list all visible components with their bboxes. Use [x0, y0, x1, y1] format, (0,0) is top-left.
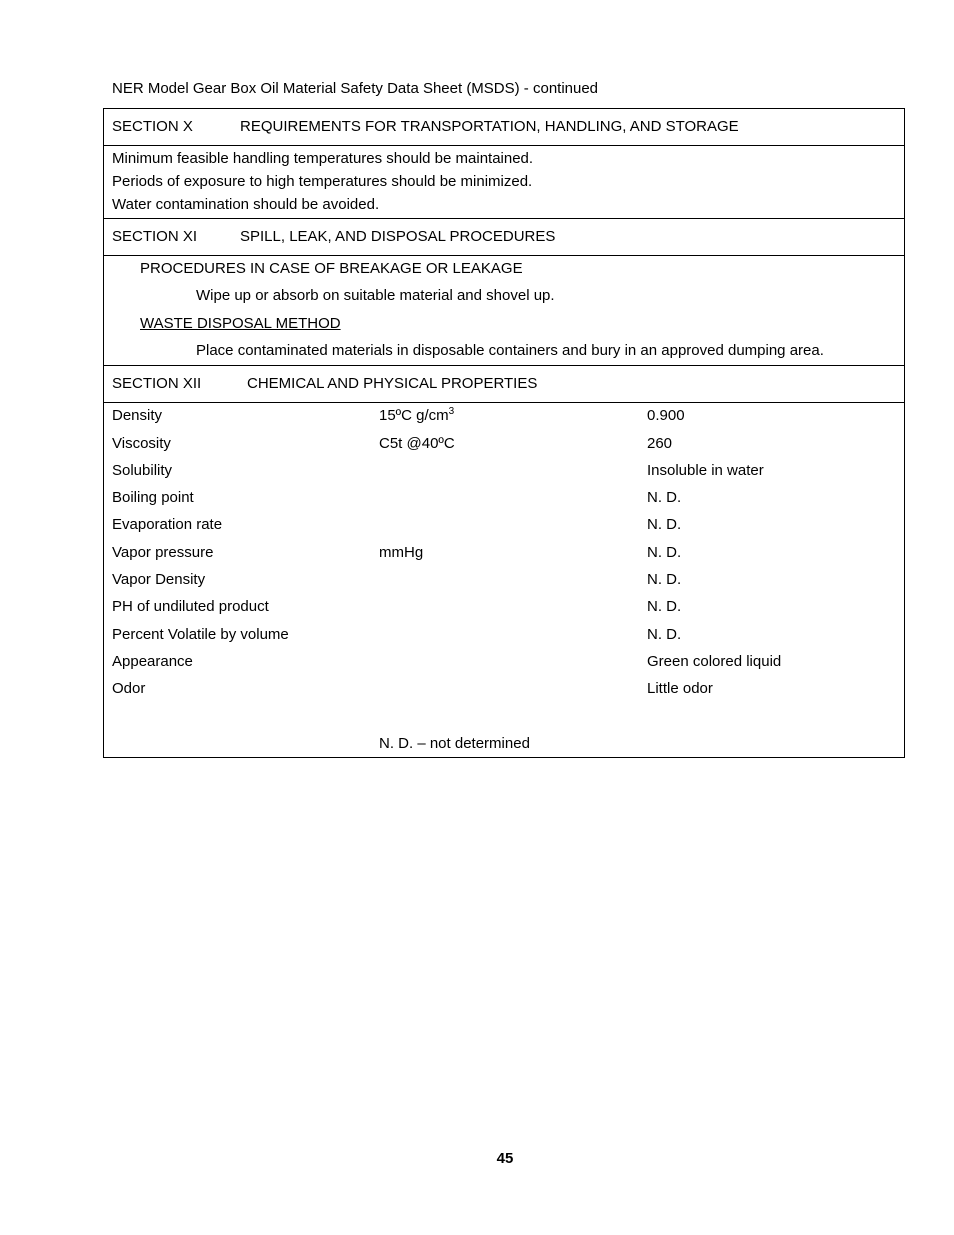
property-row-percent-volatile: [104, 626, 904, 646]
breakage-heading: PROCEDURES IN CASE OF BREAKAGE OR LEAKAGE: [140, 260, 523, 277]
section-11-title: SPILL, LEAK, AND DISPOSAL PROCEDURES: [240, 228, 556, 245]
property-row-evaporation-rate: [104, 516, 904, 536]
property-name: Evaporation rate: [112, 516, 223, 533]
property-value: N. D.: [647, 626, 682, 643]
section-10-number: SECTION X: [112, 118, 193, 135]
unit-superscript: 3: [448, 406, 455, 417]
property-name: Vapor pressure: [112, 544, 214, 561]
section-10-line: Periods of exposure to high temperatures should be minimized.: [112, 173, 533, 190]
section-11-body: [104, 256, 904, 366]
property-value: N. D.: [647, 544, 682, 561]
property-row-odor: [104, 680, 904, 700]
property-value: N. D.: [647, 489, 682, 506]
document-header: NER Model Gear Box Oil Material Safety Data Sheet (MSDS) - continued: [112, 80, 599, 97]
property-row-appearance: [104, 653, 904, 673]
property-value: N. D.: [647, 598, 682, 615]
property-value: Little odor: [647, 680, 713, 697]
property-name: Viscosity: [112, 435, 171, 452]
property-row-ph: [104, 598, 904, 618]
disposal-text: Place contaminated materials in disposable containers and bury in an approved dumping area.: [196, 342, 824, 359]
property-name: Solubility: [112, 462, 173, 479]
property-row-density: [104, 407, 904, 427]
property-name: PH of undiluted product: [112, 598, 269, 615]
property-row-vapor-density: [104, 571, 904, 591]
property-name: Percent Volatile by volume: [112, 626, 289, 643]
page-number: 45: [496, 1150, 514, 1167]
section-12-header: [104, 366, 904, 403]
section-10-line: Water contamination should be avoided.: [112, 196, 380, 213]
section-11-number: SECTION XI: [112, 228, 198, 245]
section-12-title: CHEMICAL AND PHYSICAL PROPERTIES: [247, 375, 538, 392]
property-value: Green colored liquid: [647, 653, 782, 670]
property-name: Appearance: [112, 653, 193, 670]
section-11-header: [104, 219, 904, 256]
property-unit: mmHg: [379, 544, 424, 561]
properties-table: [104, 403, 904, 757]
msds-sheet: [103, 108, 905, 758]
property-value: Insoluble in water: [647, 462, 764, 479]
section-12-number: SECTION XII: [112, 375, 202, 392]
property-value: 0.900: [647, 407, 685, 424]
property-name: Boiling point: [112, 489, 194, 506]
property-name: Odor: [112, 680, 146, 697]
property-row-solubility: [104, 462, 904, 482]
property-name: Vapor Density: [112, 571, 206, 588]
footnote: N. D. – not determined: [379, 735, 530, 752]
property-row-boiling-point: [104, 489, 904, 509]
property-unit: C5t @40ºC: [379, 435, 455, 452]
disposal-heading: WASTE DISPOSAL METHOD: [140, 315, 341, 332]
breakage-text: Wipe up or absorb on suitable material and shovel up.: [196, 287, 555, 304]
property-row-vapor-pressure: [104, 544, 904, 564]
section-10-title: REQUIREMENTS FOR TRANSPORTATION, HANDLING, AND STORAGE: [240, 118, 739, 135]
property-unit: 15ºC $g/cm^3$: [379, 406, 455, 424]
section-10-body: [104, 146, 904, 219]
property-name: Density: [112, 407, 163, 424]
property-value: N. D.: [647, 516, 682, 533]
property-value: 260: [647, 435, 673, 452]
section-10-header: [104, 109, 904, 146]
property-value: N. D.: [647, 571, 682, 588]
section-10-line: Minimum feasible handling temperatures should be maintained.: [112, 150, 534, 167]
property-row-viscosity: [104, 435, 904, 455]
